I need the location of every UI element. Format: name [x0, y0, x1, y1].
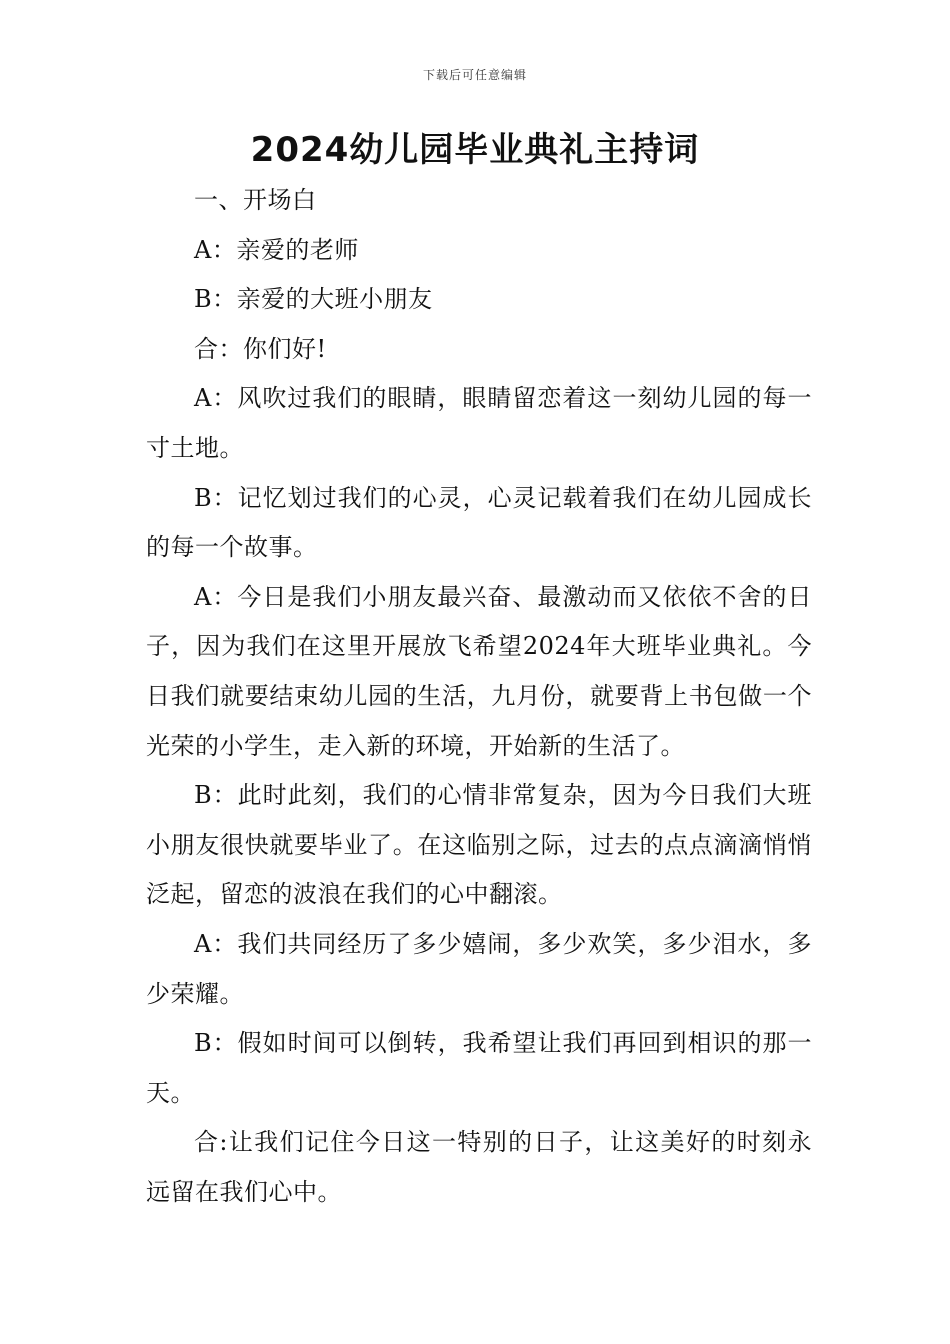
paragraph: A：风吹过我们的眼睛，眼睛留恋着这一刻幼儿园的每一寸土地。 — [146, 384, 812, 462]
document-body — [146, 176, 812, 1217]
paragraph: 合：你们好! — [194, 334, 327, 363]
paragraph: B：记忆划过我们的心灵，心灵记载着我们在幼儿园成长的每一个故事。 — [146, 483, 812, 562]
paragraph: B：假如时间可以倒转，我希望让我们再回到相识的那一天。 — [146, 1029, 812, 1107]
paragraph: A：今日是我们小朋友最兴奋、最激动而又依依不舍的日子，因为我们在这里开展放飞希望2024年大班毕业典礼。今日我们就要结束幼儿园的生活，九月份，就要背上书包做一个光荣的小学生，走入新的环境，开始新的生活了。 — [146, 582, 812, 760]
paragraph-section-heading: 一、开场白 — [194, 186, 317, 214]
paragraph: 合:让我们记住今日这一特别的日子，让这美好的时刻永远留在我们心中。 — [146, 1128, 812, 1206]
paragraph: A：亲爱的老师 — [194, 235, 359, 264]
paragraph: B：此时此刻，我们的心情非常复杂，因为今日我们大班小朋友很快就要毕业了。在这临别之际，过去的点点滴滴悄悄泛起，留恋的波浪在我们的心中翻滚。 — [146, 781, 812, 909]
document-title: 2024幼儿园毕业典礼主持词 — [250, 130, 700, 170]
header-note: 下载后可任意编辑 — [422, 68, 527, 82]
paragraph: B：亲爱的大班小朋友 — [194, 285, 433, 314]
paragraph: A：我们共同经历了多少嬉闹，多少欢笑，多少泪水，多少荣耀。 — [146, 929, 812, 1008]
